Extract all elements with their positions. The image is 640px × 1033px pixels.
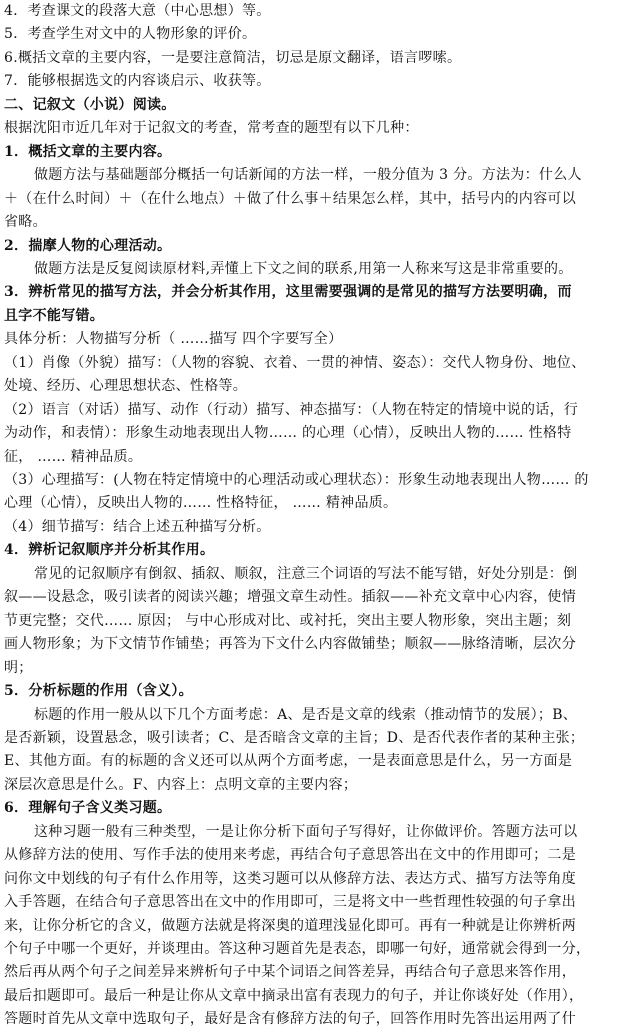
text-line: 从修辞方法的使用、写作手法的使用来考虑，再结合句子意思答出在文中的作用即可；二是 — [4, 847, 576, 864]
text-line: 标题的作用一般从以下几个方面考虑：A、是否是文章的线索（推动情节的发展）；B、 — [34, 706, 578, 723]
text-line: 心理（心情），反映出人物的…… 性格特征， …… 精神品质。 — [4, 495, 398, 512]
text-line: 4．考查课文的段落大意（中心思想）等。 — [4, 3, 271, 19]
text-line: ＋（在什么时间）＋（在什么地点）＋做了什么事＋结果怎么样，其中，括号内的内容可以 — [4, 190, 576, 207]
text-line: （2）语言（对话）描写、动作（行动）描写、神态描写：（人物在特定的情境中说的话，行 — [4, 401, 579, 418]
text-line: 省略。 — [4, 214, 47, 230]
section-heading: 3．辨析常见的描写方法，并会分析其作用，这里需要强调的是常见的描写方法要明确，而 — [4, 284, 572, 301]
text-line: 明； — [4, 659, 33, 676]
text-line: 画人物形象；为下文情节作铺垫；再答为下文什么内容做铺垫；顺叙——脉络清晰，层次分 — [4, 636, 576, 653]
text-line: 5．考查学生对文中的人物形象的评价。 — [4, 26, 257, 43]
text-line: 入手答题，在结合句子意思答出在文中的作用即可，三是将文中一些哲理性较强的句子拿出 — [4, 894, 576, 911]
section-heading: 且字不能写错。 — [4, 307, 105, 324]
section-heading: 2．揣摩人物的心理活动。 — [4, 237, 172, 254]
section-heading: 4．辨析记叙顺序并分析其作用。 — [4, 542, 215, 559]
text-line: （4）细节描写：结合上述五种描写分析。 — [4, 518, 271, 535]
text-line: 做题方法是反复阅读原材料,弄懂上下文之间的联系,用第一人称来写这是非常重要的。 — [34, 260, 573, 277]
text-line: 这种习题一般有三种类型，一是让你分析下面句子写得好，让你做评价。答题方法可以 — [34, 823, 578, 840]
text-line: 然后再从两个句子之间差异来辨析句子中某个词语之间答差异，再结合句子意思来答作用， — [4, 964, 576, 981]
text-line: 是否新颖，设置悬念，吸引读者；C、是否暗含文章的主旨；D、是否代表作者的某种主张； — [4, 729, 585, 746]
text-line: E、其他方面。有的标题的含义还可以从两个方面考虑，一是表面意思是什么，另一方面是 — [4, 753, 573, 770]
text-line: 问你文中划线的句子有什么作用等，这类习题可以从修辞方法、表达方式、描写方法等角度 — [4, 870, 576, 887]
text-line: 处境、经历、心理思想状态、性格等。 — [4, 378, 248, 395]
text-line: 最后扣题即可。最后一种是让你从文章中摘录出富有表现力的句子，并让你谈好处（作用）， — [4, 987, 584, 1004]
section-heading: 1．概括文章的主要内容。 — [4, 143, 172, 160]
text-line: 叙——设悬念，吸引读者的阅读兴趣；增强文章生动性。插叙——补充文章中心内容，使情 — [4, 589, 576, 606]
text-line: 为动作，和表情）：形象生动地表现出人物…… 的心理（心情），反映出人物的…… 性格特 — [4, 425, 572, 442]
section-heading: 6．理解句子含义类习题。 — [4, 800, 172, 817]
text-line: 答题时首先从文章中选取句子，最好是含有修辞方法的句子，回答作用时先答出运用两了什 — [4, 1011, 576, 1028]
text-line: 征， …… 精神品质。 — [4, 448, 143, 465]
text-line: 来，让你分析它的含义，做题方法就是将深奥的道理浅显化即可。再有一种就是让你辨析两 — [4, 917, 576, 934]
text-line: （3）心理描写：(人物在特定情境中的心理活动或心理状态）：形象生动地表现出人物…… 的 — [4, 472, 589, 488]
text-line: 节更完整；交代…… 原因； 与中心形成对比、或衬托，突出主要人物形象，突出主题；刻 — [4, 612, 572, 629]
text-line: 做题方法与基础题部分概括一句话新闻的方法一样，一般分值为 3 分。方法为：什么人 — [34, 167, 582, 184]
section-heading: 二、记叙文（小说）阅读。 — [4, 96, 176, 113]
section-heading: 5．分析标题的作用（含义）。 — [4, 683, 193, 699]
text-line: 个句子中哪一个更好，并谈理由。答这种习题首先是表态，即哪一句好，通常就会得到一分， — [4, 941, 591, 957]
text-line: 深层次意思是什么。F、内容上：点明文章的主要内容； — [4, 776, 358, 793]
text-line: 常见的记叙顺序有倒叙、插叙、顺叙，注意三个词语的写法不能写错，好处分别是：倒 — [34, 565, 578, 582]
text-line: 根据沈阳市近几年对于记叙文的考查，常考查的题型有以下几种： — [4, 120, 419, 137]
text-line: 6.概括文章的主要内容，一是要注意简洁，切忌是原文翻译，语言啰嗦。 — [4, 49, 462, 66]
text-line: （1）肖像（外貌）描写：（人物的容貌、衣着、一贯的神情、姿态）：交代人物身份、地位、 — [4, 354, 586, 371]
text-line: 具体分析：人物描写分析（ ……描写 四个字要写全） — [4, 331, 343, 348]
text-line: 7．能够根据选文的内容谈启示、收获等。 — [4, 73, 271, 90]
